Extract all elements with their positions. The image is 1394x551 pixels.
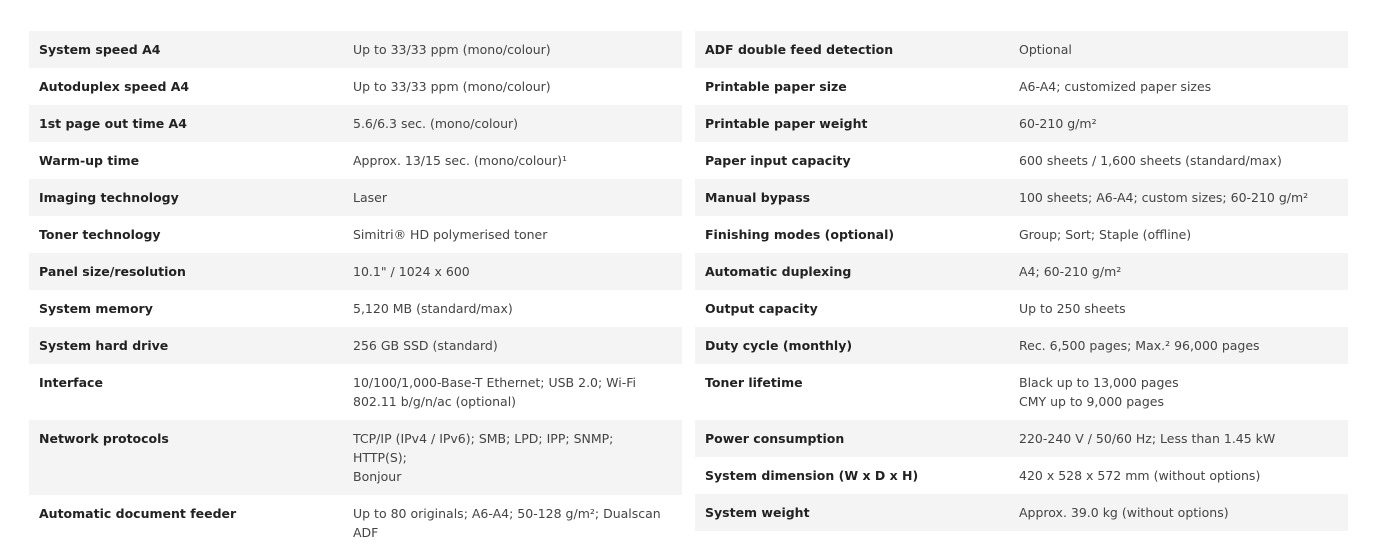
spec-value-line: Up to 33/33 ppm (mono/colour) [353,79,551,94]
spec-row [695,420,1348,457]
spec-value [353,188,682,207]
spec-label: System dimension (W x D x H) [705,468,919,483]
spec-value-line: Up to 250 sheets [1019,301,1126,316]
spec-value-line: 5.6/6.3 sec. (mono/colour) [353,116,519,131]
spec-label: Power consumption [705,431,845,446]
spec-label: Automatic document feeder [39,506,237,521]
spec-column-right [695,31,1348,531]
spec-label: System speed A4 [39,42,161,57]
spec-value-line: A4; 60-210 g/m² [1019,264,1122,279]
spec-value-line: 10/100/1,000-Base-T Ethernet; USB 2.0; Wi-Fi [353,375,636,390]
spec-label: Automatic duplexing [705,264,852,279]
spec-value-line: 220-240 V / 50/60 Hz; Less than 1.45 kW [1019,431,1276,446]
spec-row [29,31,682,68]
spec-row [29,327,682,364]
spec-row [695,142,1348,179]
spec-value-line: 100 sheets; A6-A4; custom sizes; 60-210 g/m² [1019,190,1309,205]
spec-value [1019,225,1348,244]
spec-label: System weight [705,505,810,520]
spec-row [29,179,682,216]
spec-value-line: Black up to 13,000 pages [1019,375,1179,390]
spec-value-line: 600 sheets / 1,600 sheets (standard/max) [1019,153,1282,168]
spec-value [1019,503,1348,522]
spec-value [353,299,682,318]
spec-value-line: Bonjour [353,469,402,484]
spec-value-line: Approx. 39.0 kg (without options) [1019,505,1229,520]
spec-label: 1st page out time A4 [39,116,187,131]
spec-label: ADF double feed detection [705,42,894,57]
spec-value-line: 5,120 MB (standard/max) [353,301,513,316]
spec-value [353,77,682,96]
spec-value [353,336,682,355]
spec-value [353,262,682,281]
spec-label: System hard drive [39,338,169,353]
spec-value-line: Group; Sort; Staple (offline) [1019,227,1192,242]
spec-row [29,142,682,179]
spec-row [695,290,1348,327]
spec-label: Autoduplex speed A4 [39,79,190,94]
spec-value-line: 60-210 g/m² [1019,116,1097,131]
spec-row [29,290,682,327]
spec-column-left [29,31,682,551]
spec-label: Warm-up time [39,153,140,168]
spec-label: Manual bypass [705,190,811,205]
spec-label: Toner technology [39,227,161,242]
spec-row [695,179,1348,216]
spec-value-line: Approx. 13/15 sec. (mono/colour)¹ [353,153,567,168]
spec-row [29,364,682,420]
spec-row [695,494,1348,531]
spec-value [1019,336,1348,355]
spec-value-line: 802.11 b/g/n/ac (optional) [353,394,517,409]
spec-value [1019,40,1348,59]
spec-value [353,225,682,244]
spec-value [1019,262,1348,281]
spec-value [1019,151,1348,170]
spec-row [29,420,682,495]
spec-row [29,68,682,105]
spec-label: Paper input capacity [705,153,851,168]
spec-value-line: A6-A4; customized paper sizes [1019,79,1212,94]
spec-row [695,364,1348,420]
spec-value-line: 256 GB SSD (standard) [353,338,498,353]
spec-value [353,373,682,411]
spec-value-line: ADF [353,525,379,540]
spec-label: Imaging technology [39,190,179,205]
spec-value-line: Laser [353,190,387,205]
spec-label: Toner lifetime [705,375,803,390]
spec-row [695,327,1348,364]
spec-label: Finishing modes (optional) [705,227,895,242]
spec-value-line: Up to 33/33 ppm (mono/colour) [353,42,551,57]
spec-row [695,31,1348,68]
spec-value [1019,429,1348,448]
spec-label: System memory [39,301,153,316]
spec-value [1019,373,1348,411]
spec-value [1019,77,1348,96]
spec-value-line: Simitri® HD polymerised toner [353,227,548,242]
spec-value-line: 420 x 528 x 572 mm (without options) [1019,468,1261,483]
spec-value [353,151,682,170]
spec-row [695,457,1348,494]
spec-value [1019,299,1348,318]
spec-row [29,216,682,253]
spec-row [29,105,682,142]
spec-value-line: Optional [1019,42,1072,57]
spec-label: Printable paper weight [705,116,868,131]
spec-value-line: TCP/IP (IPv4 / IPv6); SMB; LPD; IPP; SNMP; HTTP(S); [353,431,614,465]
spec-label: Output capacity [705,301,818,316]
spec-value-line: CMY up to 9,000 pages [1019,394,1164,409]
spec-value-line: 10.1" / 1024 x 600 [353,264,470,279]
spec-row [695,105,1348,142]
spec-row [29,253,682,290]
spec-row [29,495,682,551]
spec-value [353,429,682,486]
spec-value [353,114,682,133]
spec-row [695,216,1348,253]
spec-value [353,40,682,59]
spec-label: Network protocols [39,431,169,446]
spec-value [1019,188,1348,207]
spec-value [1019,466,1348,485]
spec-label: Printable paper size [705,79,847,94]
spec-row [695,68,1348,105]
spec-value [353,504,682,542]
spec-value [1019,114,1348,133]
spec-value-line: Rec. 6,500 pages; Max.² 96,000 pages [1019,338,1260,353]
spec-label: Duty cycle (monthly) [705,338,853,353]
spec-label: Interface [39,375,103,390]
spec-row [695,253,1348,290]
spec-value-line: Up to 80 originals; A6-A4; 50-128 g/m²; Dualscan [353,506,661,521]
spec-label: Panel size/resolution [39,264,186,279]
